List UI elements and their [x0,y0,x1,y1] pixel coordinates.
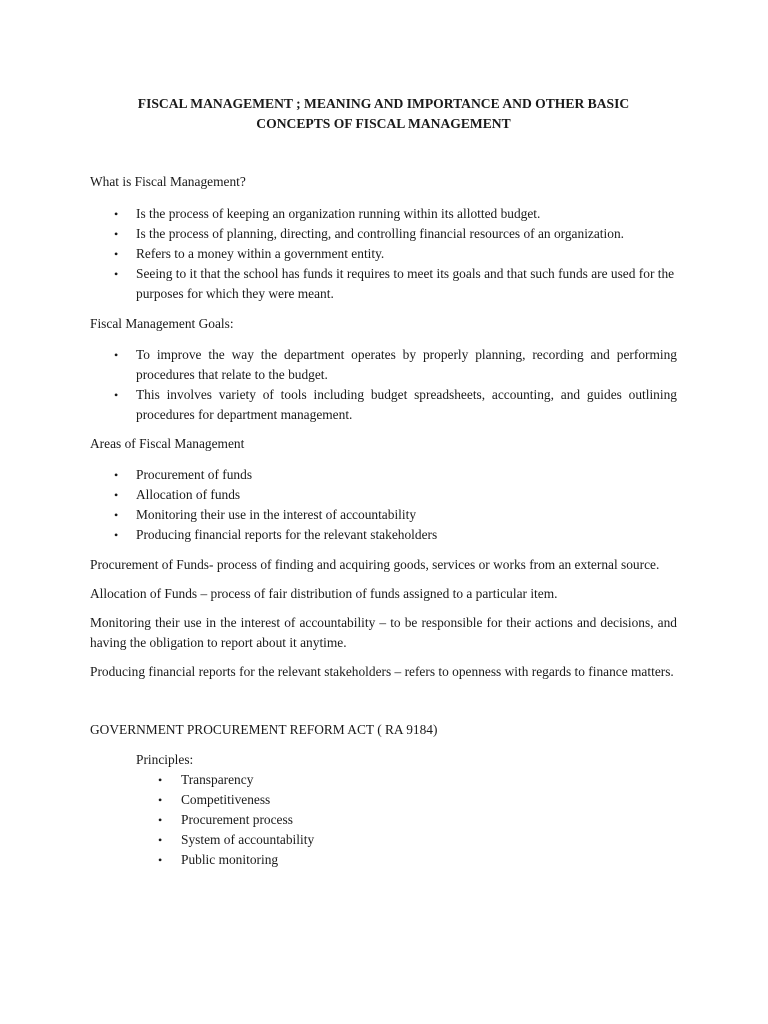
areas-list [90,465,677,545]
title-line-1: FISCAL MANAGEMENT ; MEANING AND IMPORTANCE AND OTHER BASIC [137,96,630,111]
principles-block [136,750,677,870]
goals-list [90,345,677,425]
bullet-icon: • [114,207,119,221]
list-item: • Procurement process [91,810,677,830]
definition-allocation: Allocation of Funds – process of fair distribution of funds assigned to a particular item. [90,586,558,601]
bullet-icon: • [114,468,119,482]
goals-heading: Fiscal Management Goals: [90,316,234,331]
list-item: • Public monitoring [91,850,677,870]
definition-reports: Producing financial reports for the relevant stakeholders – refers to openness with regards to finance matters. [90,664,674,679]
bullet-icon: • [158,813,163,827]
principles-label: Principles: [136,752,194,767]
list-item: • System of accountability [91,830,677,850]
bullet-icon: • [114,388,119,402]
list-item: • Competitiveness [91,790,677,810]
bullet-icon: • [158,793,163,807]
document-title [90,94,677,134]
list-item: • Transparency [91,770,677,790]
what-is-list [90,204,677,304]
title-line-2: CONCEPTS OF FISCAL MANAGEMENT [256,116,511,131]
list-item: • Producing financial reports for the relevant stakeholders [90,525,677,545]
list-item: • Is the process of keeping an organization running within its allotted budget. [90,204,677,224]
bullet-icon: • [114,267,119,281]
list-item: • Procurement of funds [90,465,677,485]
list-item: • This involves variety of tools including budget spreadsheets, accounting, and guides outlining procedures for department management. [114,387,677,422]
bullet-icon: • [114,348,119,362]
reform-act-heading: GOVERNMENT PROCUREMENT REFORM ACT ( RA 9184) [90,722,438,737]
bullet-icon: • [114,488,119,502]
list-item: • Monitoring their use in the interest of accountability [90,505,677,525]
list-item: • Seeing to it that the school has funds it requires to meet its goals and that such funds are used for the purposes for which they were meant. [114,266,675,301]
bullet-icon: • [158,833,163,847]
list-item: • Refers to a money within a government entity. [90,244,677,264]
list-item: • To improve the way the department operates by properly planning, recording and performing procedures that relate to the budget. [114,347,677,382]
list-item: • Allocation of funds [90,485,677,505]
bullet-icon: • [114,508,119,522]
definition-procurement: Procurement of Funds- process of finding and acquiring goods, services or works from an external source. [90,557,660,572]
areas-heading: Areas of Fiscal Management [90,436,245,451]
bullet-icon: • [114,528,119,542]
definition-monitoring: Monitoring their use in the interest of accountability – to be responsible for their actions and decisions, and having the obligation to report about it anytime. [90,615,677,650]
bullet-icon: • [114,247,119,261]
bullet-icon: • [158,853,163,867]
what-is-heading: What is Fiscal Management? [90,174,246,189]
list-item: • Is the process of planning, directing, and controlling financial resources of an organization. [90,224,677,244]
bullet-icon: • [158,773,163,787]
bullet-icon: • [114,227,119,241]
document-page [90,94,677,870]
principles-list [91,770,677,870]
